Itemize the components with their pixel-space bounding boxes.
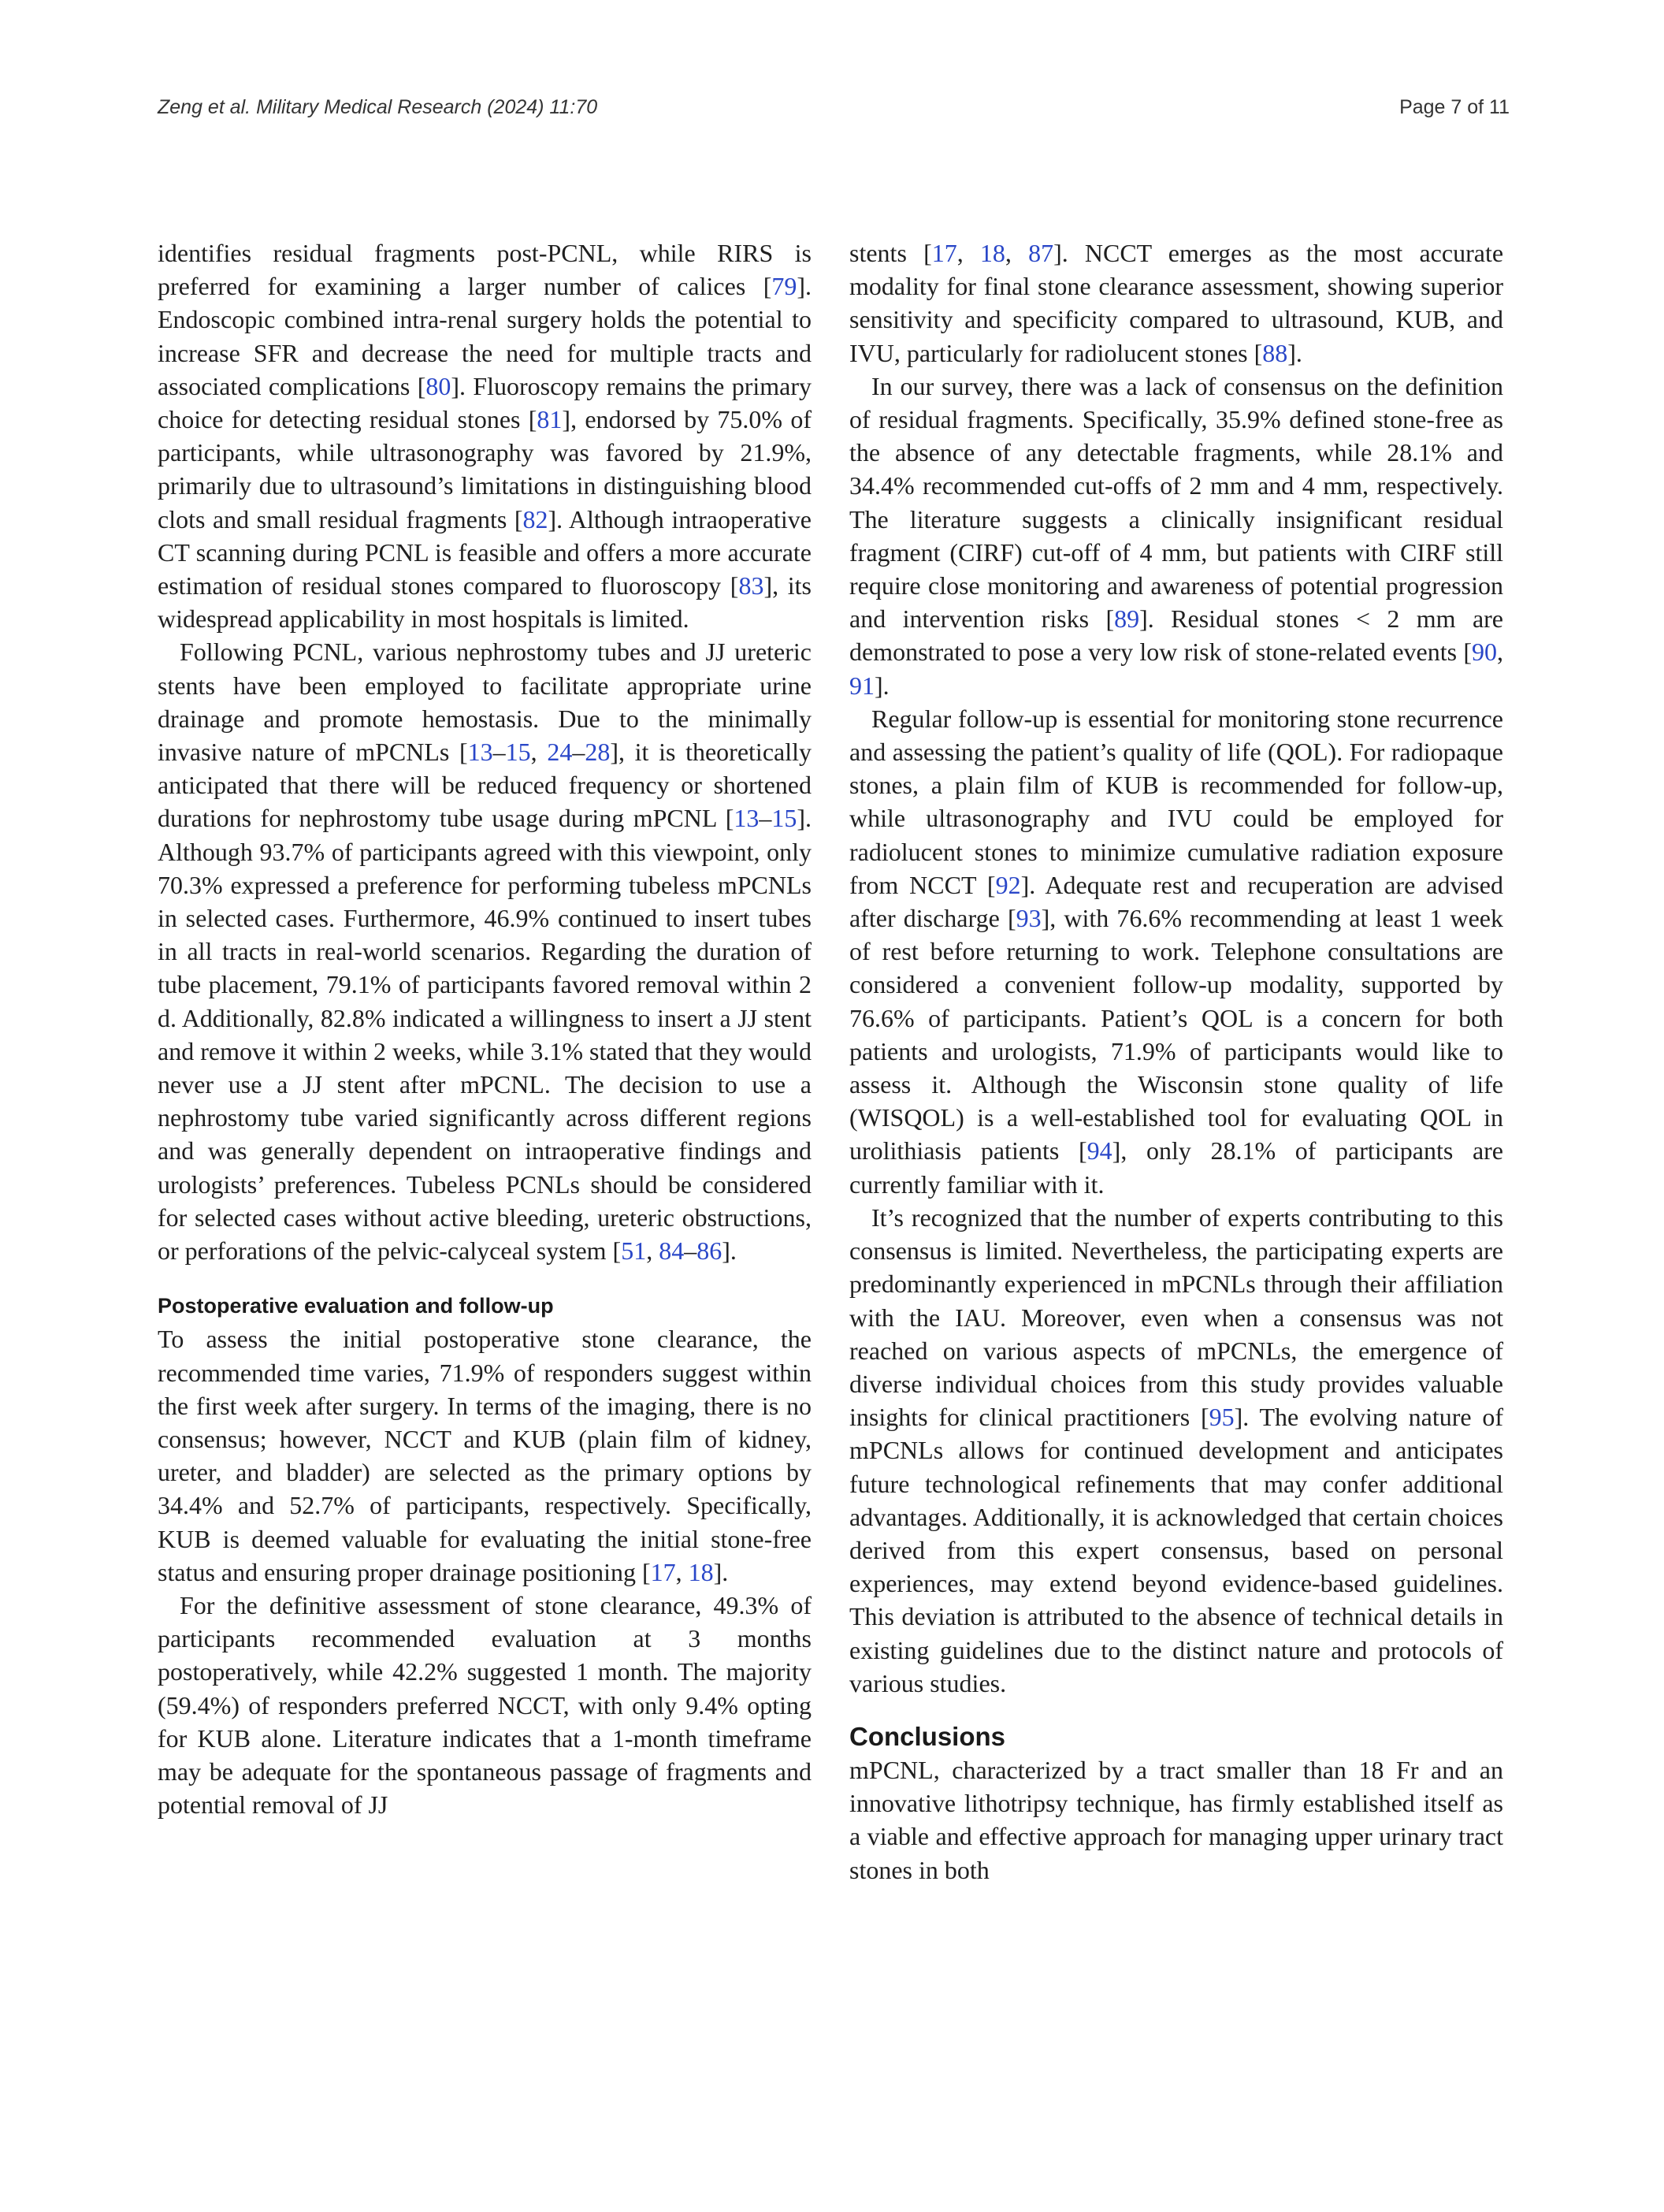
paragraph: For the definitive assessment of stone clearance, 49.3% of participants recommended evaluation at 3 months postoperatively, while 42.2% suggested 1 month. The majority (59.4%) of responders preferred NCCT, with only 9.4% opting for KUB alone. Literature indicates that a 1-month timeframe may be adequate for the spontaneous passage of fragments and potential removal of JJ [158,1590,812,1820]
paragraph: stents [17, 18, 87]. NCCT emerges as the most accurate modality for final stone clearance assessment, showing superior sensitivity and specificity compared to ultrasound, KUB, and IVU, particularly for radiolucent stones [88]. [849,239,1504,367]
citation-link[interactable]: 28 [585,738,611,767]
left-column [158,236,812,1821]
citation-link[interactable]: 17 [650,1557,676,1586]
citation-link[interactable]: 82 [522,504,548,533]
running-header [158,91,1510,123]
paragraph: identifies residual fragments post-PCNL, while RIRS is preferred for examining a larger number of calices [79]. Endoscopic combined intra-renal surgery holds the potential to increase SFR and decrease the need for multiple tracts and associated complications [80]. Fluoroscopy remains the primary choice for detecting residual stones [81], endorsed by 75.0% of participants, while ultrasonography was favored by 21.9%, primarily due to ultrasound’s limitations in distinguishing blood clots and small residual fragments [82]. Although intraoperative CT scanning during PCNL is feasible and offers a more accurate estimation of residual stones compared to fluoroscopy [83], its widespread applicability in most hospitals is limited. [158,239,812,634]
paragraph: Regular follow-up is essential for monitoring stone recurrence and assessing the patient’s quality of life (QOL). For radiopaque stones, a plain film of KUB is recommended for follow-up, while ultrasonography and IVU could be employed for radiolucent stones to minimize cumulative radiation exposure from NCCT [92]. Adequate rest and recuperation are advised after discharge [93], with 76.6% recommending at least 1 week of rest before returning to work. Telephone consultations are considered a convenient follow-up modality, supported by 76.6% of participants. Patient’s QOL is a concern for both patients and urologists, 71.9% of participants would like to assess it. Although the Wisconsin stone quality of life (WISQOL) is a well-established tool for evaluating QOL in urolithiasis patients [94], only 28.1% of participants are currently familiar with it. [849,704,1504,1199]
citation-link[interactable]: 87 [1028,239,1054,267]
citation-link[interactable]: 18 [979,239,1005,267]
citation-link[interactable]: 13 [734,804,760,833]
citation-link[interactable]: 15 [771,804,797,833]
citation-link[interactable]: 84 [659,1236,685,1266]
citation-link[interactable]: 15 [505,738,531,767]
citation-link[interactable]: 93 [1016,904,1042,933]
section-heading-conclusions: Conclusions [849,1721,1006,1751]
citation-link[interactable]: 94 [1086,1136,1112,1165]
citation-link[interactable]: 80 [425,371,451,400]
citation-link[interactable]: 81 [537,405,563,434]
section-heading-postoperative: Postoperative evaluation and follow-up [158,1294,554,1318]
paragraph: In our survey, there was a lack of consensus on the definition of residual fragments. Specifically, 35.9% defined stone-free as the absence of any detectable fragments, while 28.1% and 34.4% recommended cut-offs of 2 mm and 4 mm, respectively. The literature suggests a clinically insignificant residual fragment (CIRF) cut-off of 4 mm, but patients with CIRF still require close monitoring and awareness of potential progression and intervention risks [89]. Residual stones < 2 mm are demonstrated to pose a very low risk of stone-related events [90, 91]. [849,371,1504,700]
citation-link[interactable]: 91 [849,671,875,700]
citation-link[interactable]: 83 [738,571,764,600]
citation-link[interactable]: 51 [621,1236,647,1266]
citation-link[interactable]: 89 [1114,604,1140,634]
citation-link[interactable]: 24 [547,738,573,767]
paragraph: To assess the initial postoperative stone clearance, the recommended time varies, 71.9% of responders suggest within the first week after surgery. In terms of the imaging, there is no consensus; however, NCCT and KUB (plain film of kidney, ureter, and bladder) are selected as the primary options by 34.4% and 52.7% of participants, respectively. Specifically, KUB is deemed valuable for evaluating the initial stone-free status and ensuring proper drainage positioning [17, 18]. [158,1325,812,1586]
right-column [849,236,1503,1887]
citation-link[interactable]: 13 [467,738,493,767]
citation-link[interactable]: 79 [771,272,797,301]
citation-link[interactable]: 18 [688,1557,714,1586]
paragraph: Following PCNL, various nephrostomy tubes and JJ ureteric stents have been employed to facilitate appropriate urine drainage and promote hemostasis. Due to the minimally invasive nature of mPCNLs [13–15, 24–28], it is theoretically anticipated that there will be reduced frequency or shortened durations for nephrostomy tube usage during mPCNL [13–15]. Although 93.7% of participants agreed with this viewpoint, only 70.3% expressed a preference for performing tubeless mPCNLs in selected cases. Furthermore, 46.9% continued to insert tubes in all tracts in real-world scenarios. Regarding the duration of tube placement, 79.1% of participants favored removal within 2 d. Additionally, 82.8% indicated a willingness to insert a JJ stent and remove it within 2 weeks, while 3.1% stated that they would never use a JJ stent after mPCNL. The decision to use a nephrostomy tube varied significantly across different regions and was generally dependent on intraoperative findings and urologists’ preferences. Tubeless PCNLs should be considered for selected cases without active bleeding, ureteric obstructions, or perforations of the pelvic-calyceal system [51, 84–86]. [158,638,812,1266]
paragraph: mPCNL, characterized by a tract smaller than 18 Fr and an innovative lithotripsy technique, has firmly established itself as a viable and effective approach for managing upper urinary tract stones in both [849,1755,1503,1884]
journal-citation: Zeng et al. Military Medical Research (2024) 11:70 [158,95,598,118]
citation-link[interactable]: 17 [931,239,957,267]
citation-link[interactable]: 95 [1209,1403,1235,1432]
page-number: Page 7 of 11 [1399,95,1510,118]
citation-link[interactable]: 90 [1472,638,1497,667]
paragraph: It’s recognized that the number of experts contributing to this consensus is limited. Nevertheless, the participating experts are predominantly experienced in mPCNLs through their affiliation with the IAU. Moreover, even when a consensus was not reached on various aspects of mPCNLs, the emergence of diverse individual choices from this study provides valuable insights for clinical practitioners [95]. The evolving nature of mPCNLs allows for continued development and anticipates future technological refinements that may confer additional advantages. Additionally, it is acknowledged that certain choices derived from this expert consensus, based on personal experiences, may extend beyond evidence-based guidelines. This deviation is attributed to the absence of technical details in existing guidelines due to the distinct nature and protocols of various studies. [849,1203,1504,1697]
citation-link[interactable]: 88 [1262,338,1288,367]
citation-link[interactable]: 92 [995,870,1021,899]
citation-link[interactable]: 86 [696,1236,722,1266]
